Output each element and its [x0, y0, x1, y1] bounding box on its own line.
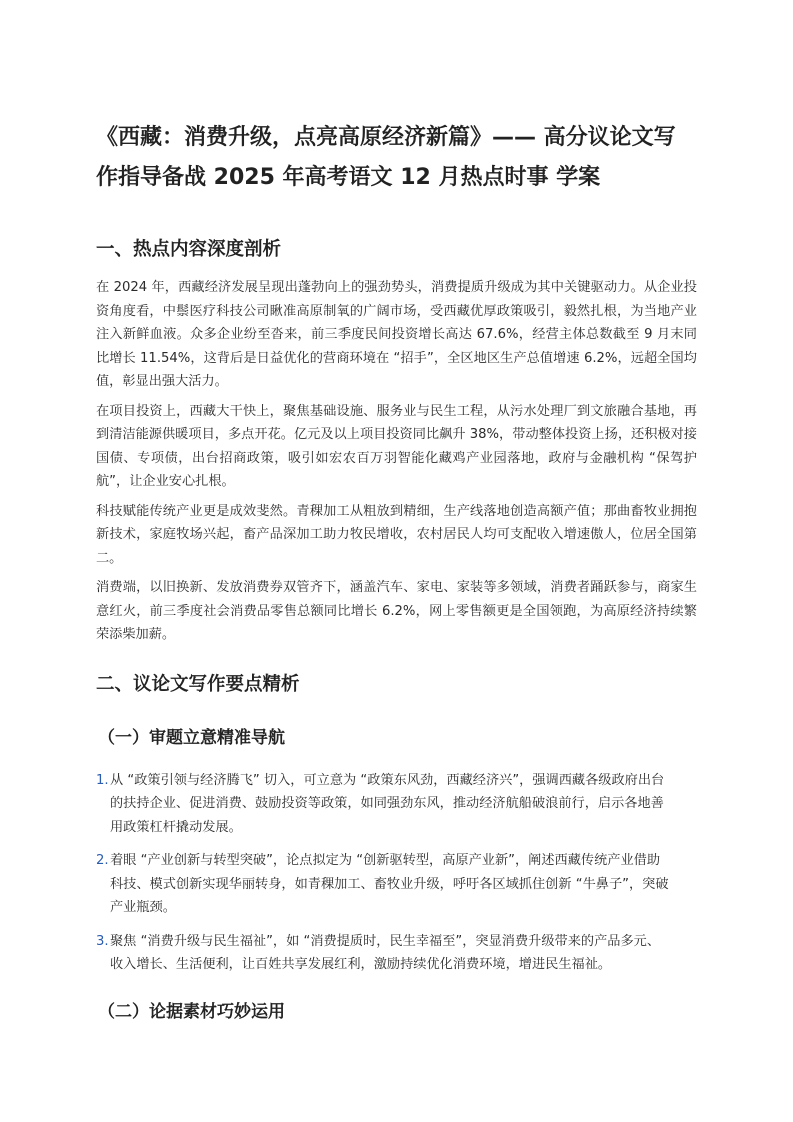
list-item-text: 聚焦 “消费升级与民生福祉”，如 “消费提质时，民生幸福至”，突显消费升级带来的产品多元、收入增长、生活便利，让百姓共享发展红利，激励持续优化消费环境，增进民生福祉。	[110, 933, 661, 972]
list-item	[96, 849, 697, 920]
list-item	[96, 769, 697, 840]
section-heading-analysis: 一、热点内容深度剖析	[96, 239, 282, 260]
paragraph: 在 2024 年，西藏经济发展呈现出蓬勃向上的强劲势头，消费提质升级成为其中关键驱动力。从企业投资角度看，中鬃医疗科技公司瞅准高原制氧的广阔市场，受西藏优厚政策吸引，毅然扎根，为当地产业注入新鲜血液。众多企业纷至沓来，前三季度民间投资增长高达 67.6%，经营主体总数截至 9 月末同比增长 11.54%，这背后是日益优化的营商环境在 “招手”，全区地区生产总值增速 6.2%，远超全国均值，彰显出强大活力。	[96, 280, 697, 389]
paragraph: 消费端，以旧换新、发放消费券双管齐下，涵盖汽车、家电、家装等多领域，消费者踊跃参与，商家生意红火，前三季度社会消费品零售总额同比增长 6.2%，网上零售额更是全国领跑，为高原经济持续繁荣添柴加薪。	[96, 580, 697, 642]
list-item-text: 从 “政策引领与经济腾飞” 切入，可立意为 “政策东风劲，西藏经济兴”，强调西藏各级政府出台的扶持企业、促进消费、鼓励投资等政策，如同强劲东风，推动经济航船破浪前行，启示各地善用政策杠杆撬动发展。	[110, 772, 665, 835]
document-title: 《西藏：消费升级，点亮高原经济新篇》—— 高分议论文写作指导备战 2025 年高考语文 12 月热点时事 学案	[96, 125, 676, 190]
list-number: 2.	[96, 853, 109, 868]
list-item	[96, 930, 697, 977]
subsection-heading-topic-analysis: （一）审题立意精准导航	[98, 727, 285, 748]
paragraph: 科技赋能传统产业更是成效斐然。青稞加工从粗放到精细，生产线落地创造高额产值；那曲畜牧业拥抱新技术，家庭牧场兴起，畜产品深加工助力牧民增收，农村居民人均可支配收入增速傲人，位居全国第二。	[96, 503, 697, 566]
subsection-heading-evidence: （二）论据素材巧妙运用	[98, 1001, 285, 1022]
numbered-list	[96, 769, 697, 977]
list-number: 3.	[96, 933, 109, 949]
list-number: 1.	[96, 772, 109, 788]
paragraph: 在项目投资上，西藏大干快上，聚焦基础设施、服务业与民生工程，从污水处理厂到文旅融合基地，再到清洁能源供暖项目，多点开花。亿元及以上项目投资同比飙升 38%，带动整体投资上扬，还积极对接国债、专项债，出台招商政策，吸引如宏农百万羽智能化藏鸡产业园落地，政府与金融机构 “保驾护航”，让企业安心扎根。	[96, 403, 697, 489]
list-item-text: 着眼 “产业创新与转型突破”，论点拟定为 “创新驱转型，高原产业新”，阐述西藏传统产业借助科技、模式创新实现华丽转身，如青稞加工、畜牧业升级，呼吁各区域抓住创新 “牛鼻子”，突破产业瓶颈。	[110, 853, 669, 915]
section-heading-writing-points: 二、议论文写作要点精析	[96, 673, 300, 695]
